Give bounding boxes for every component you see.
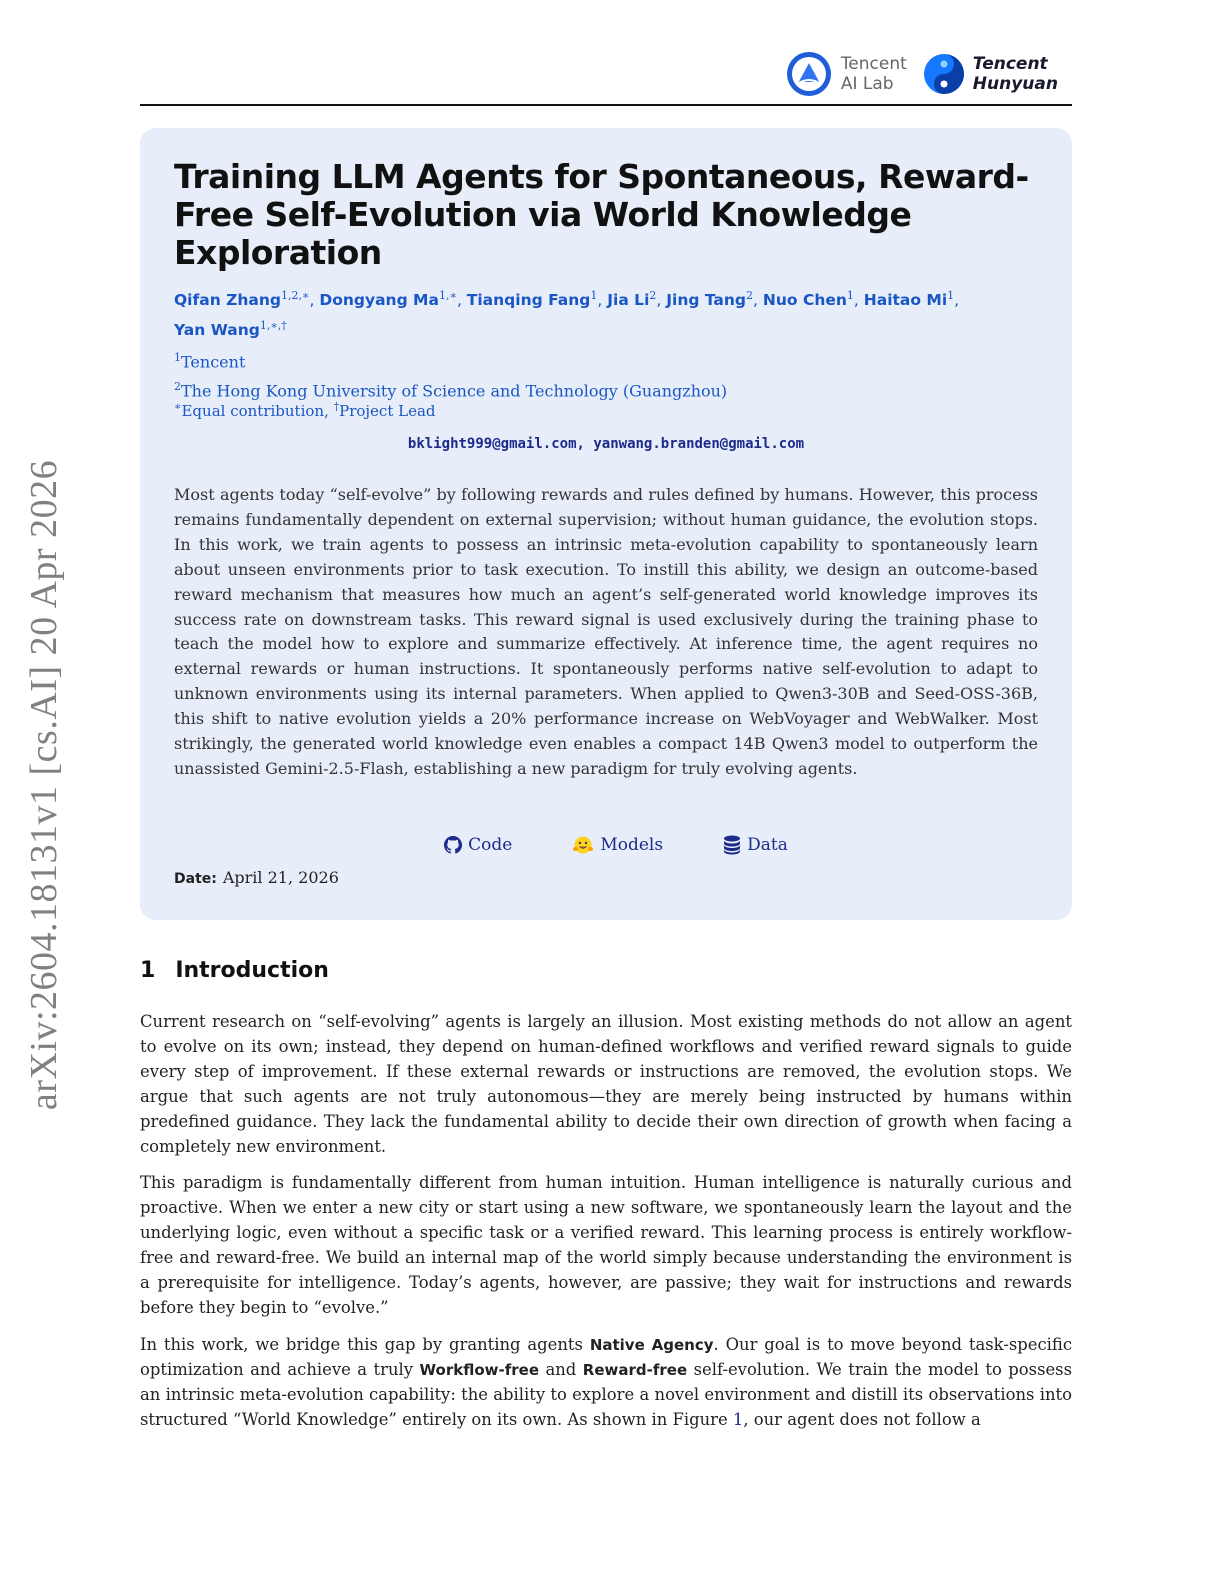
author-affiliation-marker: 1,2,∗ xyxy=(281,289,310,302)
author-name[interactable]: Yan Wang xyxy=(174,321,260,340)
code-link-label: Code xyxy=(468,835,513,855)
tencent-hunyuan-logo xyxy=(923,53,1058,95)
models-link-label: Models xyxy=(600,835,664,855)
header-logos xyxy=(785,50,1058,98)
body-paragraph: This paradigm is fundamentally different from human intuition. Human intelligence is naturally curious and proactive. When we enter a new city or start using a new software, we spontaneously learn the layout and the underlying logic, even without a specific task or a verified reward. This learning process is entirely workflow-free and reward-free. We build an internal map of the world simply because understanding the environment is a prerequisite for intelligence. Today’s agents, however, are passive; they wait for instructions and rewards before they begin to “evolve.” xyxy=(140,1173,1072,1317)
tencent-hunyuan-line1: Tencent xyxy=(972,54,1048,74)
author-name[interactable]: Tianqing Fang xyxy=(466,291,591,310)
author-name[interactable]: Qifan Zhang xyxy=(174,291,281,310)
author-affiliation-marker: 2 xyxy=(649,289,657,302)
arxiv-sidebar xyxy=(14,440,74,1130)
author-name[interactable]: Jing Tang xyxy=(666,291,747,310)
paper-title: Training LLM Agents for Spontaneous, Reward-Free Self-Evolution via World Knowledge Exploration xyxy=(174,157,1029,272)
date-value: April 21, 2026 xyxy=(222,868,339,887)
data-link[interactable] xyxy=(723,835,788,855)
section-title: Introduction xyxy=(175,958,329,983)
database-icon xyxy=(723,835,741,855)
affiliation-list xyxy=(174,345,727,404)
tencent-hunyuan-line2: Hunyuan xyxy=(972,74,1058,94)
author-list: Qifan Zhang$^{1,2,∗}$, Dongyang $Ma^{1,∗}$, Tianqing Fang$^1$, Jia Li$^2$, Jing Tang$^2$, Nuo Chen$^1$, Haitao Mi$^1$, Yan Wang$^{1,∗,\dagger}$ xyxy=(174,289,960,340)
hugging-face-icon xyxy=(572,835,594,855)
author-name[interactable]: Haitao Mi xyxy=(863,291,948,310)
section-heading xyxy=(140,958,329,983)
section-number: 1 xyxy=(140,958,156,983)
contact-emails[interactable]: bklight999@gmail.com, yanwang.branden@gmail.com xyxy=(407,436,805,452)
publication-date xyxy=(174,868,339,887)
author-affiliation-marker: 1,∗,† xyxy=(259,319,287,333)
author-name[interactable]: Dongyang Ma xyxy=(319,291,439,310)
body-paragraph: Current research on “self-evolving” agents is largely an illusion. Most existing methods do not allow an agent to evolve on its own; instead, they depend on human-defined workflows and verified reward signals to guide every step of improvement. If these external rewards or instructions are removed, the evolution stops. We argue that such agents are not truly autonomous—they are merely being instructed by humans within predefined guidance. They lack the fundamental ability to decide their own direction of growth when facing a completely new environment. xyxy=(140,1012,1072,1156)
keyword-native-agency: Native Agency xyxy=(589,1335,714,1354)
header-divider xyxy=(140,104,1072,106)
author-name[interactable]: Nuo Chen xyxy=(762,291,847,310)
tencent-hunyuan-emblem-icon xyxy=(923,53,965,95)
affiliation-item: $^1$Tencent xyxy=(174,351,246,372)
resource-links xyxy=(140,835,1072,855)
arxiv-identifier: arXiv:2604.18131v1 [cs.AI] 20 Apr 2026 xyxy=(23,459,65,1111)
author-affiliation-marker: 1,∗ xyxy=(438,289,457,302)
data-link-label: Data xyxy=(747,835,788,855)
author-affiliation-marker: 1 xyxy=(590,289,598,302)
author-affiliation-marker: 1 xyxy=(846,289,854,302)
author-name[interactable]: Jia Li xyxy=(607,291,650,310)
author-affiliation-marker: 1 xyxy=(947,289,955,302)
affiliation-item: $^2$The Hong Kong University of Science and Technology (Guangzhou) xyxy=(174,380,728,401)
author-affiliation-marker: 2 xyxy=(746,289,754,302)
body-paragraph: In this work, we bridge this gap by granting agents Native Agency. Our goal is to move beyond task-specific optimization and achieve a truly Workflow-free and Reward-free self-evolution. We train the model to possess an intrinsic meta-evolution capability: the ability to explore a novel environment and distill its observations into structured “World Knowledge” entirely on its own. As shown in Figure 1, our agent does not follow a xyxy=(140,1334,1072,1429)
tencent-ai-lab-logo xyxy=(785,50,907,98)
tencent-ai-lab-line2: AI Lab xyxy=(840,74,894,94)
tencent-ai-lab-emblem-icon xyxy=(785,50,833,98)
abstract-text: Most agents today “self-evolve” by following rewards and rules defined by humans. However, this process remains fundamentally dependent on external supervision; without human guidance, the evolution stops. In this work, we train agents to possess an intrinsic meta-evolution capability to spontaneously learn about unseen environments prior to task execution. To instill this ability, we design an outcome-based reward mechanism that measures how much an agent’s self-generated world knowledge improves its success rate on downstream tasks. This reward signal is used exclusively during the training phase to teach the model how to explore and summarize effectively. At inference time, the agent requires no external rewards or human instructions. It spontaneously performs native self-evolution to adapt to unknown environments using its internal parameters. When applied to Qwen3-30B and Seed-OSS-36B, this shift to native evolution yields a 20% performance increase on WebVoyager and WebWalker. Most strikingly, the generated world knowledge even enables a compact 14B Qwen3 model to outperform the unassisted Gemini-2.5-Flash, establishing a new paradigm for truly evolving agents. xyxy=(174,485,1038,778)
keyword-workflow-free: Workflow-free xyxy=(419,1360,539,1379)
code-link[interactable] xyxy=(444,835,512,855)
keyword-reward-free: Reward-free xyxy=(582,1360,688,1379)
models-link[interactable] xyxy=(572,835,663,855)
contribution-note: ∗Equal contribution, †Project Lead xyxy=(174,400,436,420)
date-label: Date: xyxy=(174,871,217,887)
figure-reference-link[interactable]: 1 xyxy=(732,1409,744,1429)
title-abstract-panel xyxy=(140,128,1072,920)
tencent-ai-lab-line1: Tencent xyxy=(840,54,907,74)
github-icon xyxy=(444,836,462,854)
introduction-body xyxy=(140,1010,1072,1445)
